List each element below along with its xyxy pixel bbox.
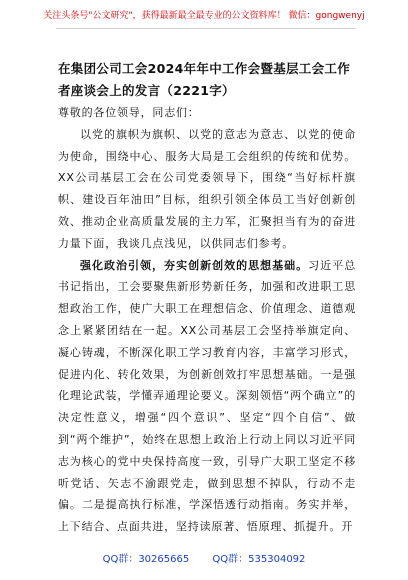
- header-banner: 关注头条号"公文研究"，获得最新最全最专业的公文资料库！ 微信：gongwenyj: [43, 11, 365, 21]
- greeting: 尊敬的各位领导，同志们：: [58, 106, 200, 119]
- paragraph-political-guidance: [58, 255, 356, 538]
- document-title: 在集团公司工会2024年年中工作会暨基层工会工作者座谈会上的发言（2221字）: [58, 61, 350, 98]
- document-body: [58, 102, 356, 538]
- footer-qq-group-1: QQ群：30265665: [102, 554, 190, 565]
- paragraph-intro: 以党的旗帜为旗帜、以党的意志为意志、以党的使命为使命，围绕中心、服务大局是工会组织的传统和优势。XX公司基层工会在公司党委领导下，围绕“当好标杆旗帜、建设百年油田”目标，组织引领全体员工当好创新创效、推动企业高质量发展的主力军，汇聚担当有为的奋进力量下面，我谈几点浅见，以供同志们参考。: [58, 127, 356, 250]
- section-heading: 强化政治引领，夯实创新创效的思想基础。: [80, 258, 309, 272]
- footer: [0, 553, 408, 567]
- header-divider: [56, 28, 356, 29]
- footer-qq-group-2: QQ群：535304092: [212, 554, 306, 565]
- section-body: 习近平总书记指出，工会要聚焦新形势新任务，加强和改进职工思想政治工作，使广大职工在理想信念、价值理念、道德观念上紧紧团结在一起。XX公司基层工会坚持举旗定向、凝心铸魂，不断深化职工学习教育内容，丰富学习形式，促进内化、转化效果，为创新创效打牢思想基础。一是强化理论武装，学懂弄通理论要义。深刻领悟“两个确立”的决定性意义，增强“四个意识”、坚定“四个自信”、做到“两个维护”，始终在思想上政治上行动上同以习近平同志为核心的党中央保持高度一致，引导广大职工坚定不移听党话、矢志不渝跟党走，做到思想不掉队，行动不走偏。二是提高执行标准，学深悟透行动指南。务实并举，上下结合、点面共进，坚持读原著、悟原理、抓提升。开: [58, 258, 356, 534]
